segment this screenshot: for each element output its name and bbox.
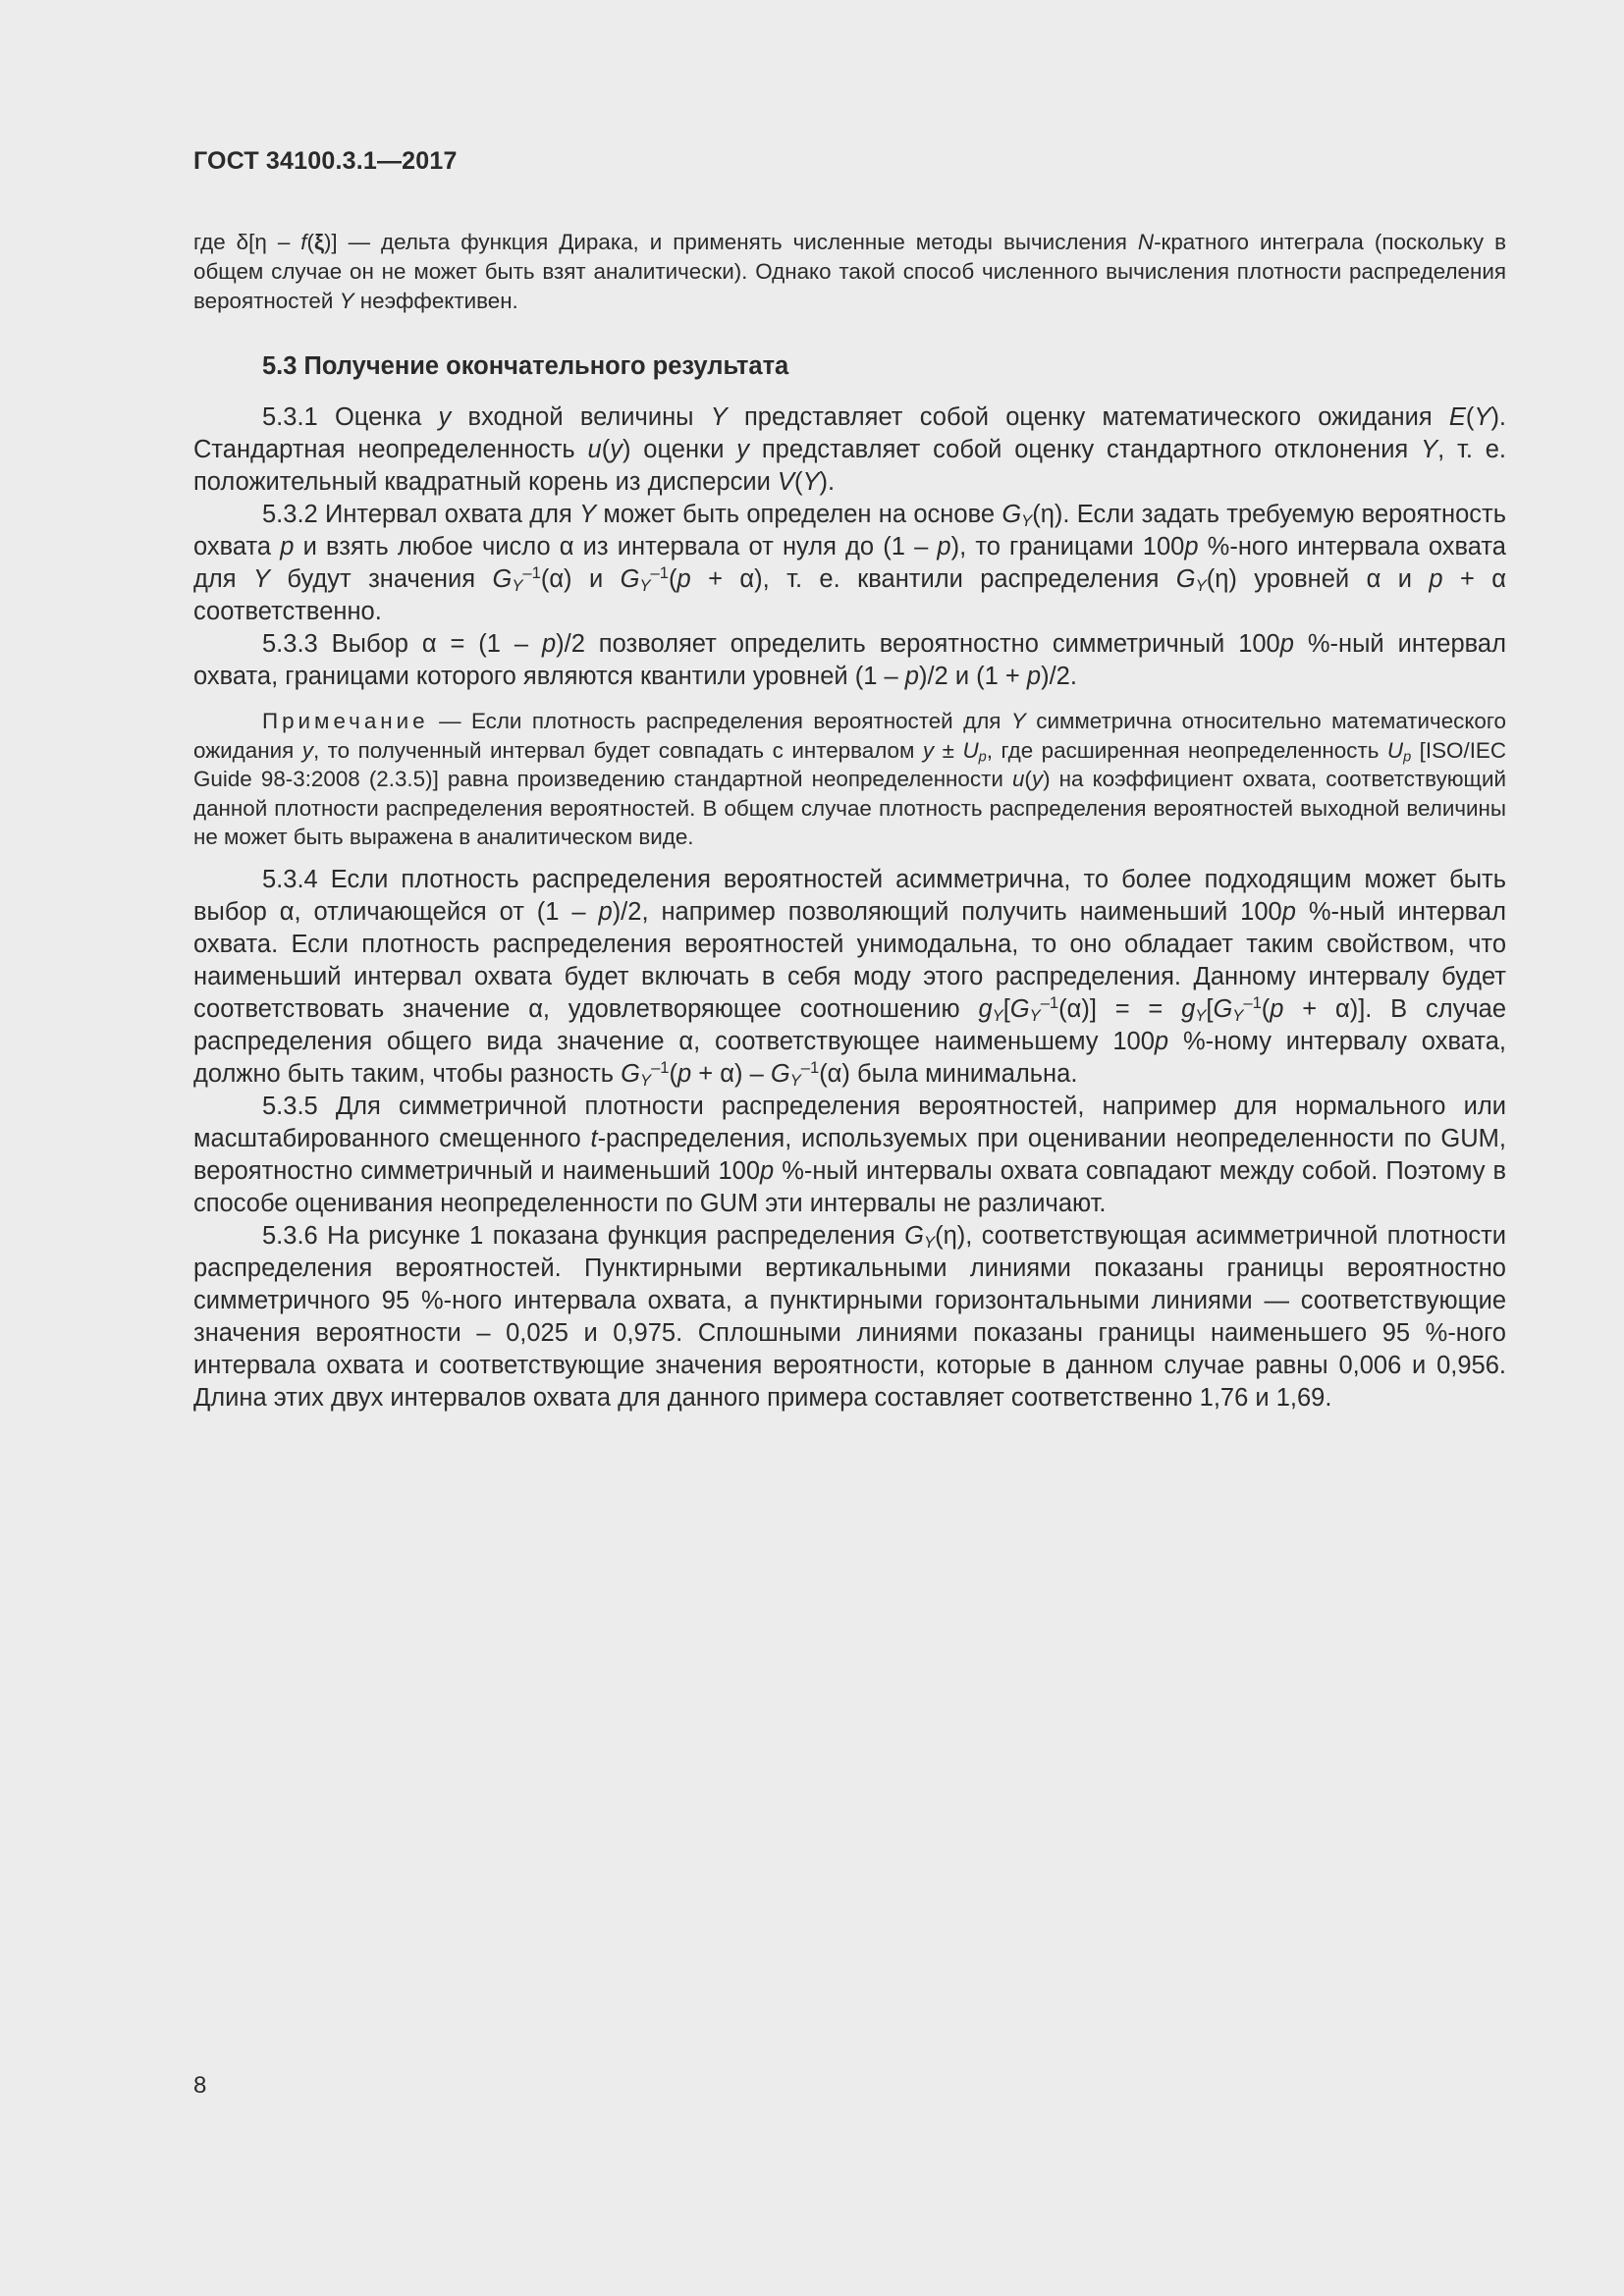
standard-designation: ГОСТ 34100.3.1—2017	[193, 147, 458, 175]
paragraph-5-3-5: 5.3.5 Для симметричной плотности распределения вероятностей, например для нормального или масштабированного смещенного t-распределения, используемых при оценивании неопределенности по GUM, вероятностно симметричный и наименьший 100p %-ный интервалы охвата совпадают между собой. Поэтому в способе оценивания неопределенности по GUM эти интервалы не различают.	[193, 1092, 1506, 1217]
document-page	[193, 0, 1506, 2296]
paragraph-5-3-1: 5.3.1 Оценка y входной величины Y представляет собой оценку математического ожидания E(Y). Стандартная неопределенность u(y) оценки y представляет собой оценку стандартного отклонения Y, т. е. положительный квадратный корень из дисперсии V(Y).	[193, 403, 1507, 496]
paragraph-5-3-2: 5.3.2 Интервал охвата для Y может быть определен на основе $G_Y(\eta)$. Если задать требуемую вероятность охвата p и взять любое число α из интервала от нуля до (1 – p), то границами 100p %-ного интервала охвата для Y будут значения $G_Y^{-1}(\alpha)$ и $G_Y^{-1}(p + \alpha)$, т. е. квантили распределения $G_Y(\eta)$ уровней α и p + α соответственно.	[193, 501, 1507, 625]
paragraph-5-3-4: 5.3.4 Если плотность распределения вероятностей асимметрична, то более подходящим может быть выбор α, отличающейся от (1 – p)/2, например позволяющий получить наименьший 100p %-ный интервал охвата. Если плотность распределения вероятностей унимодальна, то оно обладает таким свойством, что наименьший интервал охвата будет включать в себя моду этого распределения. Данному интервалу будет соответствовать значение α, удовлетворяющее соотношению $g_Y[G_Y^{-1}(\alpha)]$ = = $g_Y[G_Y^{-1}(p + \alpha)]$. В случае распределения общего вида значение α, соответствующее наименьшему 100p %-ному интервалу охвата, должно быть таким, чтобы разность $G_Y^{-1}(p + \alpha) - G_Y^{-1}(\alpha)$ была минимальна.	[193, 865, 1506, 1090]
section-body	[193, 401, 1506, 1415]
intro-paragraph: где δ[η – f(ξ)] — дельта функция Дирака, и применять численные методы вычисления N-кратного интеграла (поскольку в общем случае он не может быть взят аналитически). Однако такой способ численного вычисления плотности распределения вероятностей Y неэффективен.	[193, 230, 1506, 313]
section-heading: 5.3 Получение окончательного результата	[262, 352, 789, 380]
paragraph-5-3-6: 5.3.6 На рисунке 1 показана функция распределения $G_Y(\eta)$, соответствующая асимметричной плотности распределения вероятностей. Пунктирными вертикальными линиями показаны границы вероятностно симметричного 95 %-ного интервала охвата, а пунктирными горизонтальными линиями — соответствующие значения вероятности – 0,025 и 0,975. Сплошными линиями показаны границы наименьшего 95 %-ного интервала охвата и соответствующие значения вероятности, которые в данном случае равны 0,006 и 0,956. Длина этих двух интервалов охвата для данного примера составляет соответственно 1,76 и 1,69.	[193, 1221, 1506, 1412]
page-number: 8	[193, 2072, 207, 2099]
note-label: Примечание	[262, 709, 429, 733]
paragraph-5-3-3: 5.3.3 Выбор α = (1 – p)/2 позволяет определить вероятностно симметричный 100p %-ный интервал охвата, границами которого являются квантили уровней (1 – p)/2 и (1 + p)/2.	[193, 630, 1506, 690]
note-paragraph: Примечание — Если плотность распределения вероятностей для Y симметрична относительно математического ожидания y, то полученный интервал будет совпадать с интервалом $y \pm U_p$, где расширенная неопределенность $U_p$ [ISO/IEC Guide 98-3:2008 (2.3.5)] равна произведению стандартной неопределенности u(y) на коэффициент охвата, соответствующий данной плотности распределения вероятностей. В общем случае плотность распределения вероятностей выходной величины не может быть выражена в аналитическом виде.	[193, 709, 1507, 849]
